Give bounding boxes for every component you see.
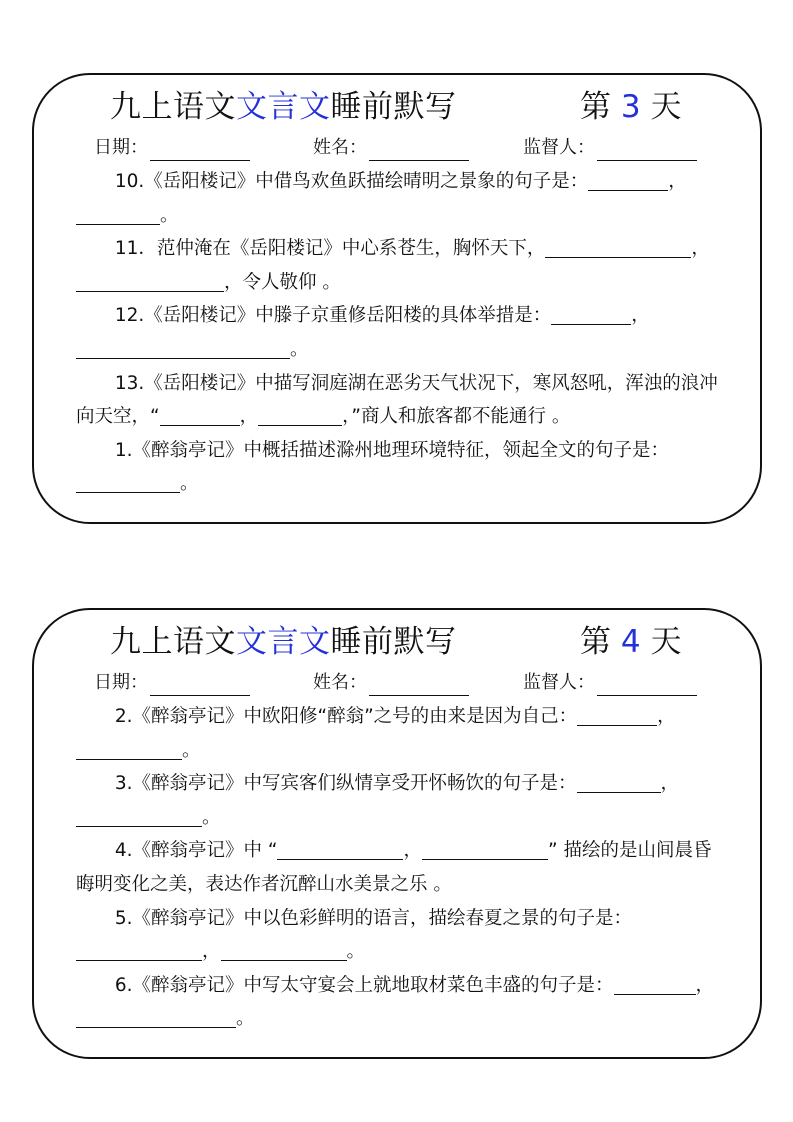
title-highlight: 文言文 — [236, 624, 331, 660]
day-number: 4 — [620, 624, 641, 660]
question-list — [76, 700, 720, 1036]
question-2: 2.《醉翁亭记》中欧阳修“醉翁”之号的由来是因为自己： ，。 — [76, 700, 720, 767]
answer-blank[interactable] — [577, 770, 639, 793]
meta-row — [34, 135, 760, 161]
answer-blank[interactable] — [617, 703, 657, 726]
date-field[interactable]: 日期： — [94, 670, 250, 696]
answer-blank[interactable] — [277, 837, 403, 860]
answer-blank[interactable] — [76, 202, 160, 225]
question-6: 6.《醉翁亭记》中写太守宴会上就地取材菜色丰盛的句子是： ，。 — [76, 969, 720, 1036]
meta-row — [34, 670, 760, 696]
day-number: 3 — [620, 89, 641, 125]
card-title — [34, 85, 760, 129]
answer-blank[interactable] — [545, 235, 651, 258]
answer-blank[interactable] — [76, 804, 202, 827]
answer-blank[interactable] — [76, 938, 202, 961]
name-field[interactable]: 姓名： — [313, 670, 469, 696]
answer-blank[interactable] — [614, 972, 634, 995]
question-list — [76, 165, 720, 501]
answer-blank[interactable] — [634, 972, 696, 995]
answer-blank[interactable] — [258, 403, 342, 426]
question-10: 10.《岳阳楼记》中借鸟欢鱼跃描绘晴明之景象的句子是： ，。 — [76, 165, 720, 232]
answer-blank[interactable] — [651, 235, 691, 258]
answer-blank[interactable] — [422, 837, 548, 860]
answer-blank[interactable] — [76, 470, 180, 493]
name-field[interactable]: 姓名： — [313, 135, 469, 161]
answer-blank[interactable] — [551, 302, 631, 325]
answer-blank[interactable] — [76, 737, 182, 760]
title-text: 九上语文文言文睡前默写 — [110, 89, 457, 125]
answer-blank[interactable] — [76, 1005, 236, 1028]
question-12: 12.《岳阳楼记》中滕子京重修岳阳楼的具体举措是： ，。 — [76, 299, 720, 366]
answer-blank[interactable] — [76, 269, 224, 292]
card-title — [34, 620, 760, 664]
worksheet-card-day-4 — [32, 608, 762, 1059]
question-11: 11．范仲淹在《岳阳楼记》中心系苍生，胸怀天下， ，，令人敬仰 。 — [76, 232, 720, 299]
date-field[interactable]: 日期： — [94, 135, 250, 161]
answer-blank[interactable] — [639, 770, 661, 793]
day-label: 第 4 天 — [580, 624, 682, 660]
question-5: 5.《醉翁亭记》中以色彩鲜明的语言，描绘春夏之景的句子是：， 。 — [76, 902, 720, 969]
question-4: 4.《醉翁亭记》中 “ ， ” 描绘的是山间晨昏晦明变化之美，表达作者沉醉山水美景之乐 。 — [76, 834, 720, 901]
question-1: 1.《醉翁亭记》中概括描述滁州地理环境特征，领起全文的句子是：。 — [76, 434, 720, 501]
answer-blank[interactable] — [76, 336, 290, 359]
supervisor-field[interactable]: 监督人： — [523, 670, 697, 696]
supervisor-field[interactable]: 监督人： — [523, 135, 697, 161]
title-highlight: 文言文 — [236, 89, 331, 125]
title-text: 九上语文文言文睡前默写 — [110, 624, 457, 660]
answer-blank[interactable] — [646, 168, 668, 191]
answer-blank[interactable] — [588, 168, 646, 191]
question-13: 13.《岳阳楼记》中描写洞庭湖在恶劣天气状况下，寒风怒吼，浑浊的浪冲向天空，“ ， ，”商人和旅客都不能通行 。 — [76, 372, 718, 428]
answer-blank[interactable] — [221, 938, 347, 961]
day-label: 第 3 天 — [580, 89, 682, 125]
answer-blank[interactable] — [577, 703, 617, 726]
question-3: 3.《醉翁亭记》中写宾客们纵情享受开怀畅饮的句子是： ，。 — [76, 767, 720, 834]
worksheet-card-day-3 — [32, 73, 762, 524]
answer-blank[interactable] — [160, 403, 240, 426]
